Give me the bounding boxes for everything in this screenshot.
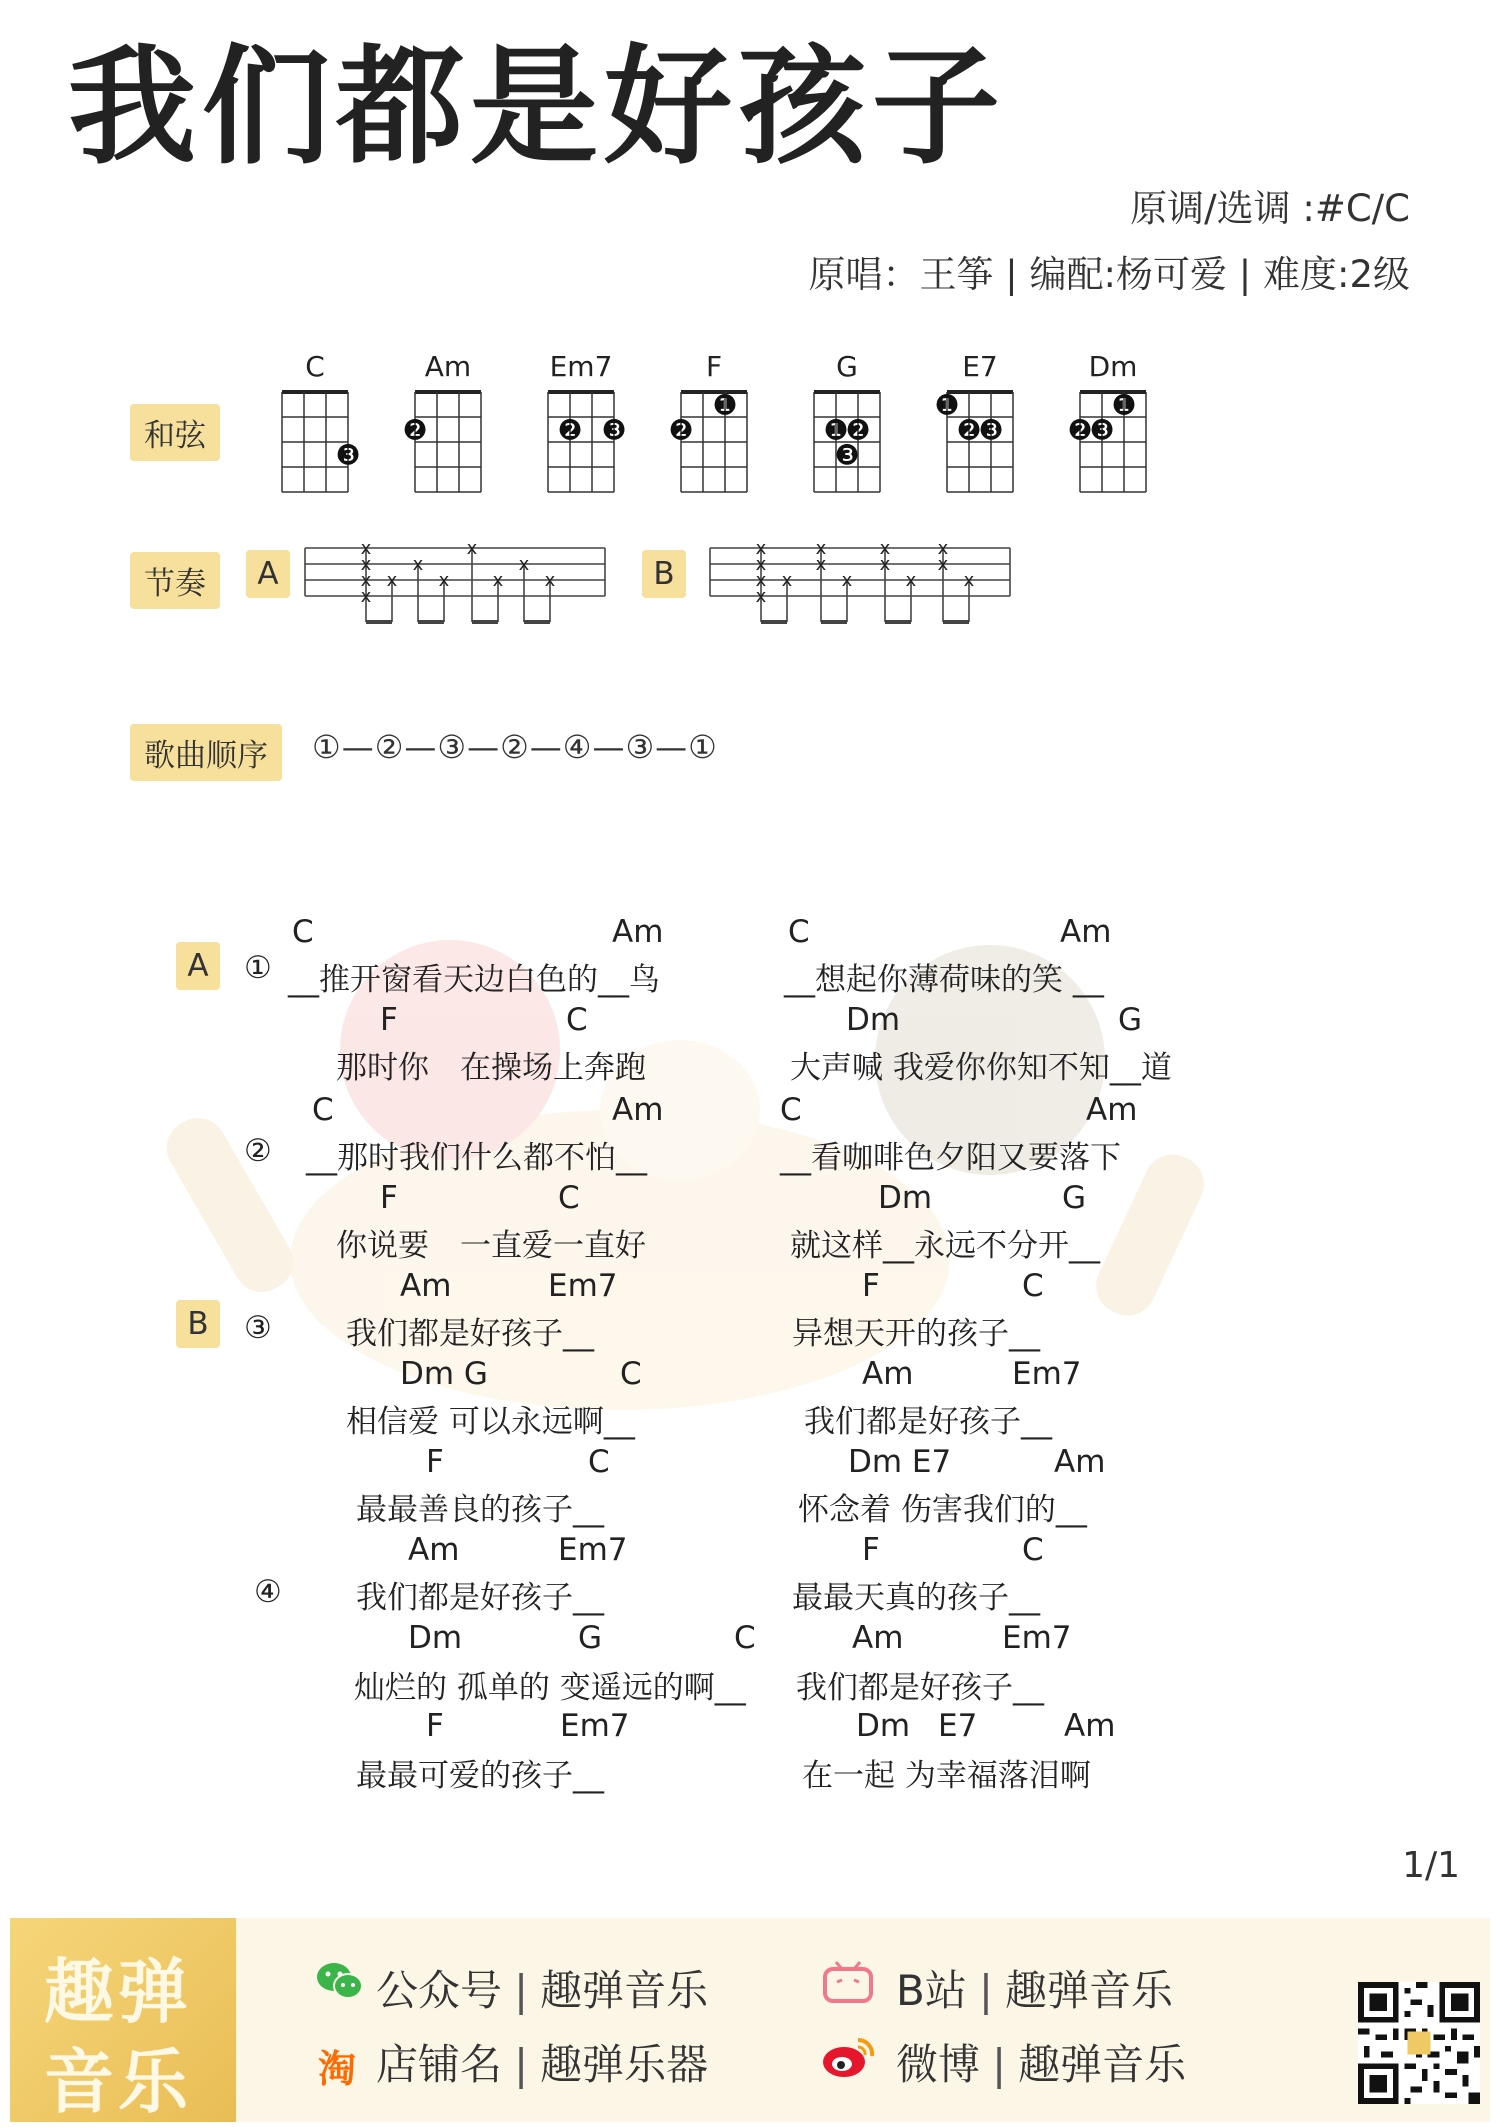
- svg-text:x: x: [386, 570, 398, 591]
- chord-label: Am: [612, 914, 664, 950]
- chord-label: C: [558, 1180, 580, 1216]
- chord-label: F: [380, 1180, 398, 1216]
- chord-label: F: [862, 1532, 880, 1568]
- lyric-line: 怀念着 伤害我们的__: [798, 1492, 1087, 1528]
- chord-label: Dm G: [400, 1356, 488, 1392]
- lyric-line: __想起你薄荷味的笑 __: [784, 962, 1104, 998]
- wechat-icon: [316, 1960, 364, 2002]
- chord-label: C: [734, 1620, 756, 1656]
- verse-number: ④: [254, 1574, 282, 1610]
- chord-label: G: [1118, 1002, 1143, 1038]
- lyric-line: 灿烂的 孤单的 变遥远的啊__: [354, 1670, 746, 1706]
- song-order: ①—②—③—②—④—③—①: [312, 728, 718, 766]
- chord-label: Am: [862, 1356, 914, 1392]
- svg-text:x: x: [755, 586, 767, 607]
- chord-label: G: [1062, 1180, 1087, 1216]
- rhythm-a-label: A: [246, 550, 290, 598]
- bili-value: 趣弹音乐: [1004, 1966, 1173, 2015]
- chord-name: G: [836, 350, 858, 383]
- rhythm-pattern-a: [300, 530, 620, 640]
- svg-text:x: x: [755, 538, 767, 559]
- chord-grid: [668, 380, 767, 520]
- finger-dot: ❶: [712, 388, 738, 422]
- rhythm-pattern-b: [705, 530, 1025, 640]
- chord-label: Am: [852, 1620, 904, 1656]
- song-title: 我们都是好孩子: [68, 33, 1007, 182]
- chord-label: C: [312, 1092, 334, 1128]
- finger-dot: ❸: [834, 438, 860, 472]
- qr-code[interactable]: [1358, 1982, 1480, 2104]
- chord-label: F: [426, 1444, 444, 1480]
- brand-logo: [10, 1918, 236, 2122]
- chord-name: Em7: [549, 350, 613, 383]
- chord-label: C: [1022, 1532, 1044, 1568]
- lyric-line: 我们都是好孩子__: [346, 1316, 594, 1352]
- credits-info: 原唱：王筝 | 编配:杨可爱 | 难度:2级: [808, 253, 1410, 296]
- chord-label: Am: [612, 1092, 664, 1128]
- finger-dot: ❷: [1067, 413, 1093, 447]
- chord-label: C: [780, 1092, 802, 1128]
- finger-dot: ❶: [823, 413, 849, 447]
- chord-label: Em7: [1012, 1356, 1082, 1392]
- footer-separator: |: [514, 2040, 529, 2089]
- chord-label: C: [1022, 1268, 1044, 1304]
- chord-label: F: [380, 1002, 398, 1038]
- chord-grid: [810, 380, 900, 520]
- finger-dot: ❶: [934, 388, 960, 422]
- lyric-line: 最最善良的孩子__: [356, 1492, 604, 1528]
- chord-label: F: [426, 1708, 444, 1744]
- finger-dot: ❷: [956, 413, 982, 447]
- chord-label: Am: [1086, 1092, 1138, 1128]
- chord-name: E7: [962, 350, 998, 383]
- shop-label: 店铺名: [376, 2040, 503, 2089]
- footer-separator: |: [514, 1966, 529, 2015]
- chord-name: C: [305, 350, 325, 383]
- key-info: 原调/选调 :#C/C: [1130, 187, 1410, 230]
- chord-label: C: [588, 1444, 610, 1480]
- chord-grid: [278, 380, 368, 520]
- logo-line1: 趣弹: [44, 1951, 192, 2033]
- svg-text:x: x: [492, 570, 504, 591]
- chord-name: F: [705, 350, 723, 383]
- chord-grid: [934, 380, 1033, 520]
- svg-text:x: x: [518, 554, 530, 575]
- chord-label: Em7: [1002, 1620, 1072, 1656]
- chords-label: 和弦: [130, 404, 220, 461]
- lyric-line: __那时我们什么都不怕__: [306, 1140, 647, 1176]
- svg-text:x: x: [879, 538, 891, 559]
- shop-value: 趣弹乐器: [540, 2040, 709, 2089]
- lyric-line: 你说要 一直爱一直好: [336, 1228, 646, 1264]
- svg-text:x: x: [815, 538, 827, 559]
- svg-text:x: x: [963, 570, 975, 591]
- lyric-line: 那时你 在操场上奔跑: [336, 1050, 646, 1086]
- rhythm-label: 节奏: [130, 552, 220, 609]
- chord-grid: [544, 380, 634, 520]
- lyric-line: 我们都是好孩子__: [804, 1404, 1052, 1440]
- chord-label: Dm: [878, 1180, 933, 1216]
- chord-name: Am: [424, 350, 472, 383]
- song-order-label: 歌曲顺序: [130, 724, 282, 781]
- chord-label: F: [862, 1268, 880, 1304]
- weibo-value: 趣弹音乐: [1018, 2040, 1187, 2089]
- svg-text:x: x: [905, 570, 917, 591]
- lyric-line: 就这样__永远不分开__: [790, 1228, 1100, 1264]
- logo-line2: 音乐: [44, 2041, 192, 2123]
- chord-grid: [1067, 380, 1166, 520]
- finger-dot: ❷: [845, 413, 871, 447]
- finger-dot: ❸: [1089, 413, 1115, 447]
- svg-text:x: x: [841, 570, 853, 591]
- chord-label: Dm: [856, 1708, 911, 1744]
- chord-label: Am: [408, 1532, 460, 1568]
- finger-dot: ❸: [978, 413, 1004, 447]
- chord-label: C: [788, 914, 810, 950]
- chord-label: Em7: [548, 1268, 618, 1304]
- chord-label: Am: [1064, 1708, 1116, 1744]
- verse-number: ③: [244, 1310, 272, 1346]
- chord-grid: [402, 380, 501, 520]
- background-illustration: [120, 930, 1280, 1490]
- svg-text:x: x: [937, 538, 949, 559]
- svg-text:x: x: [937, 554, 949, 575]
- footer-separator: |: [992, 2040, 1007, 2089]
- svg-text:x: x: [781, 570, 793, 591]
- chord-label: G: [578, 1620, 603, 1656]
- finger-dot: ❷: [402, 413, 428, 447]
- svg-text:x: x: [360, 586, 372, 607]
- lyric-line: 最最可爱的孩子__: [356, 1758, 604, 1794]
- svg-text:x: x: [438, 570, 450, 591]
- finger-dot: ❷: [557, 413, 583, 447]
- chord-label: Em7: [558, 1532, 628, 1568]
- svg-text:x: x: [360, 554, 372, 575]
- rhythm-b-label: B: [642, 550, 686, 598]
- svg-text:x: x: [879, 554, 891, 575]
- wechat-value: 趣弹音乐: [540, 1966, 709, 2015]
- lyric-line: 在一起 为幸福落泪啊: [802, 1758, 1091, 1794]
- chord-label: Am: [1054, 1444, 1106, 1480]
- wechat-label: 公众号: [376, 1966, 503, 2015]
- svg-text:x: x: [360, 538, 372, 559]
- chord-label: Am: [1060, 914, 1112, 950]
- svg-text:x: x: [544, 570, 556, 591]
- finger-dot: ❷: [668, 413, 694, 447]
- svg-text:x: x: [755, 554, 767, 575]
- weibo-label: 微博: [896, 2040, 981, 2089]
- finger-dot: ❶: [1111, 388, 1137, 422]
- chord-label: Em7: [560, 1708, 630, 1744]
- svg-text:x: x: [412, 554, 424, 575]
- lyric-line: 大声喊 我爱你你知不知__道: [790, 1050, 1172, 1086]
- lyric-line: 我们都是好孩子__: [356, 1580, 604, 1616]
- chord-label: C: [620, 1356, 642, 1392]
- lyric-line: 我们都是好孩子__: [796, 1670, 1044, 1706]
- lyric-line: 相信爱 可以永远啊__: [346, 1404, 635, 1440]
- finger-dot: ❸: [335, 438, 361, 472]
- chord-label: Dm: [408, 1620, 463, 1656]
- svg-text:x: x: [755, 570, 767, 591]
- chord-name: Dm: [1088, 350, 1138, 383]
- chord-label: Dm E7: [848, 1444, 952, 1480]
- verse-number: ①: [244, 950, 272, 986]
- svg-text:x: x: [466, 538, 478, 559]
- lyric-line: 异想天开的孩子__: [792, 1316, 1040, 1352]
- bilibili-icon: [822, 1958, 874, 2004]
- bili-label: B站: [896, 1966, 967, 2015]
- finger-dot: ❸: [601, 413, 627, 447]
- svg-text:x: x: [815, 554, 827, 575]
- footer-separator: |: [978, 1966, 993, 2015]
- chord-label: C: [566, 1002, 588, 1038]
- chord-label: C: [292, 914, 314, 950]
- taobao-icon: 淘: [318, 2047, 357, 2091]
- section-b-marker: B: [176, 1300, 220, 1348]
- section-a-marker: A: [176, 942, 220, 990]
- lyric-line: __看咖啡色夕阳又要落下: [780, 1140, 1121, 1176]
- lyric-line: 最最天真的孩子__: [792, 1580, 1040, 1616]
- chord-label: Am: [400, 1268, 452, 1304]
- lyric-line: __推开窗看天边白色的__鸟: [288, 962, 660, 998]
- chord-label: Dm: [846, 1002, 901, 1038]
- weibo-icon: [820, 2034, 878, 2080]
- svg-text:x: x: [360, 570, 372, 591]
- chord-label: E7: [938, 1708, 978, 1744]
- page-number: 1/1: [1402, 1845, 1460, 1886]
- verse-number: ②: [244, 1133, 272, 1169]
